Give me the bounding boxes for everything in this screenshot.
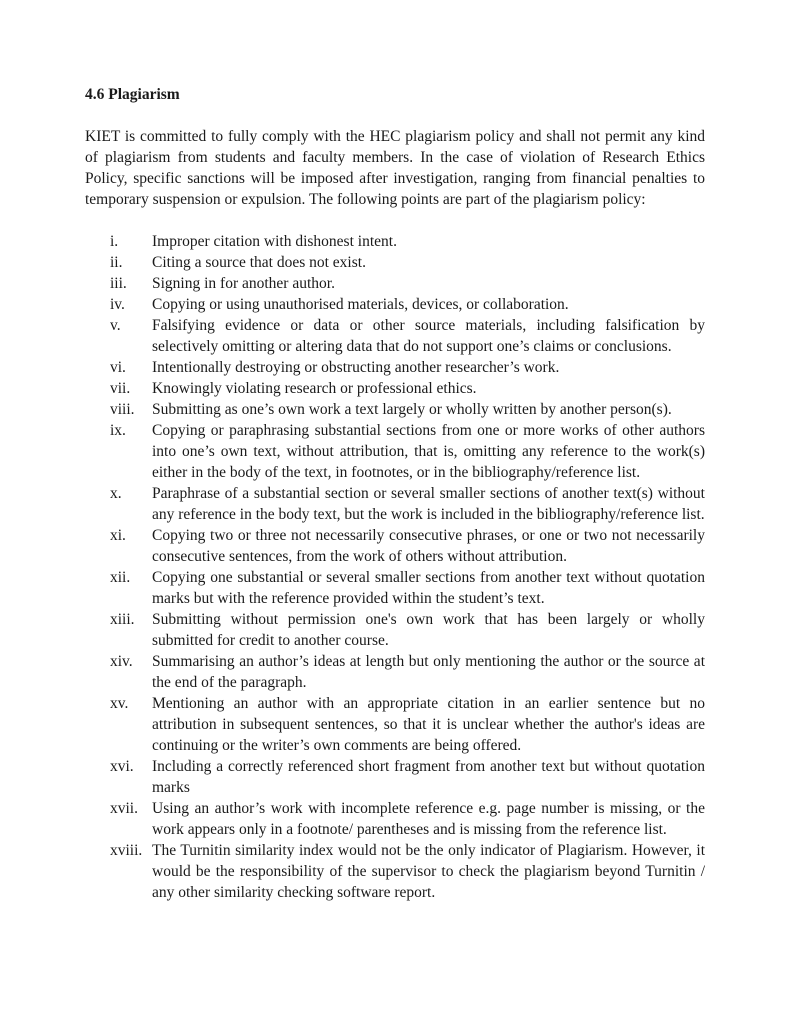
list-item-numeral: vii. <box>110 380 131 397</box>
list-item-numeral: xiii. <box>110 611 135 628</box>
list-item <box>110 609 705 651</box>
list-item-text: Copying or paraphrasing substantial sections from one or more works of other authors into one’s own text, without attribution, that is, omitting any reference to the work(s) either in the body of the text, in footnotes, or in the bibliography/reference list. <box>152 422 705 481</box>
list-item-numeral: x. <box>110 485 122 502</box>
list-item-numeral: xii. <box>110 569 131 586</box>
list-item-numeral: xv. <box>110 695 129 712</box>
list-item <box>110 525 705 567</box>
plagiarism-list <box>85 231 705 903</box>
list-item-text: Including a correctly referenced short fragment from another text but without quotation marks <box>152 758 705 796</box>
list-item <box>110 273 705 294</box>
list-item-numeral: ii. <box>110 254 123 271</box>
list-item-numeral: viii. <box>110 401 135 418</box>
list-item-numeral: xiv. <box>110 653 133 670</box>
list-item-text: Submitting without permission one's own work that has been largely or wholly submitted for credit to another course. <box>152 611 705 649</box>
list-item-text: Copying or using unauthorised materials, devices, or collaboration. <box>152 296 569 313</box>
list-item <box>110 420 705 483</box>
list-item-numeral: iv. <box>110 296 125 313</box>
list-item-text: Copying one substantial or several smaller sections from another text without quotation marks but with the reference provided within the student’s text. <box>152 569 705 607</box>
list-item-text: The Turnitin similarity index would not be the only indicator of Plagiarism. However, it would be the responsibility of the supervisor to check the plagiarism beyond Turnitin / any other similarity checking software report. <box>152 842 705 901</box>
list-item <box>110 567 705 609</box>
list-item-text: Summarising an author’s ideas at length but only mentioning the author or the source at the end of the paragraph. <box>152 653 705 691</box>
list-item-text: Paraphrase of a substantial section or several smaller sections of another text(s) without any reference in the body text, but the work is included in the bibliography/reference list. <box>152 485 705 523</box>
list-item-numeral: xvii. <box>110 800 138 817</box>
list-item <box>110 252 705 273</box>
list-item <box>110 840 705 903</box>
list-item-numeral: xviii. <box>110 842 143 859</box>
list-item-numeral: i. <box>110 233 119 250</box>
list-item-text: Signing in for another author. <box>152 275 335 292</box>
list-item <box>110 231 705 252</box>
list-item <box>110 651 705 693</box>
list-item <box>110 399 705 420</box>
list-item <box>110 378 705 399</box>
list-item <box>110 315 705 357</box>
list-item-text: Copying two or three not necessarily consecutive phrases, or one or two not necessarily consecutive sentences, from the work of others without attribution. <box>152 527 705 565</box>
list-item-text: Falsifying evidence or data or other source materials, including falsification by selectively omitting or altering data that do not support one’s claims or conclusions. <box>152 317 705 355</box>
list-item-text: Improper citation with dishonest intent. <box>152 233 397 250</box>
list-item <box>110 798 705 840</box>
list-item-text: Citing a source that does not exist. <box>152 254 366 271</box>
list-item-numeral: xvi. <box>110 758 134 775</box>
list-item-numeral: vi. <box>110 359 126 376</box>
list-item-text: Intentionally destroying or obstructing another researcher’s work. <box>152 359 560 376</box>
list-item <box>110 483 705 525</box>
list-item-numeral: ix. <box>110 422 126 439</box>
list-item-numeral: iii. <box>110 275 127 292</box>
list-item <box>110 756 705 798</box>
list-item-text: Knowingly violating research or professional ethics. <box>152 380 477 397</box>
list-item <box>110 693 705 756</box>
list-item-text: Using an author’s work with incomplete reference e.g. page number is missing, or the work appears only in a footnote/ parentheses and is missing from the reference list. <box>152 800 705 838</box>
section-heading: 4.6 Plagiarism <box>85 86 180 103</box>
list-item-numeral: xi. <box>110 527 126 544</box>
intro-paragraph: KIET is committed to fully comply with the HEC plagiarism policy and shall not permit any kind of plagiarism from students and faculty members. In the case of violation of Research Ethics Policy, specific sanctions will be imposed after investigation, ranging from financial penalties to temporary suspension or expulsion. The following points are part of the plagiarism policy: <box>85 128 705 208</box>
list-item-text: Mentioning an author with an appropriate citation in an earlier sentence but no attribution in subsequent sentences, so that it is unclear whether the author's ideas are continuing or the writer’s own comments are being offered. <box>152 695 705 754</box>
list-item-text: Submitting as one’s own work a text largely or wholly written by another person(s). <box>152 401 672 418</box>
list-item <box>110 357 705 378</box>
list-item <box>110 294 705 315</box>
list-item-numeral: v. <box>110 317 121 334</box>
